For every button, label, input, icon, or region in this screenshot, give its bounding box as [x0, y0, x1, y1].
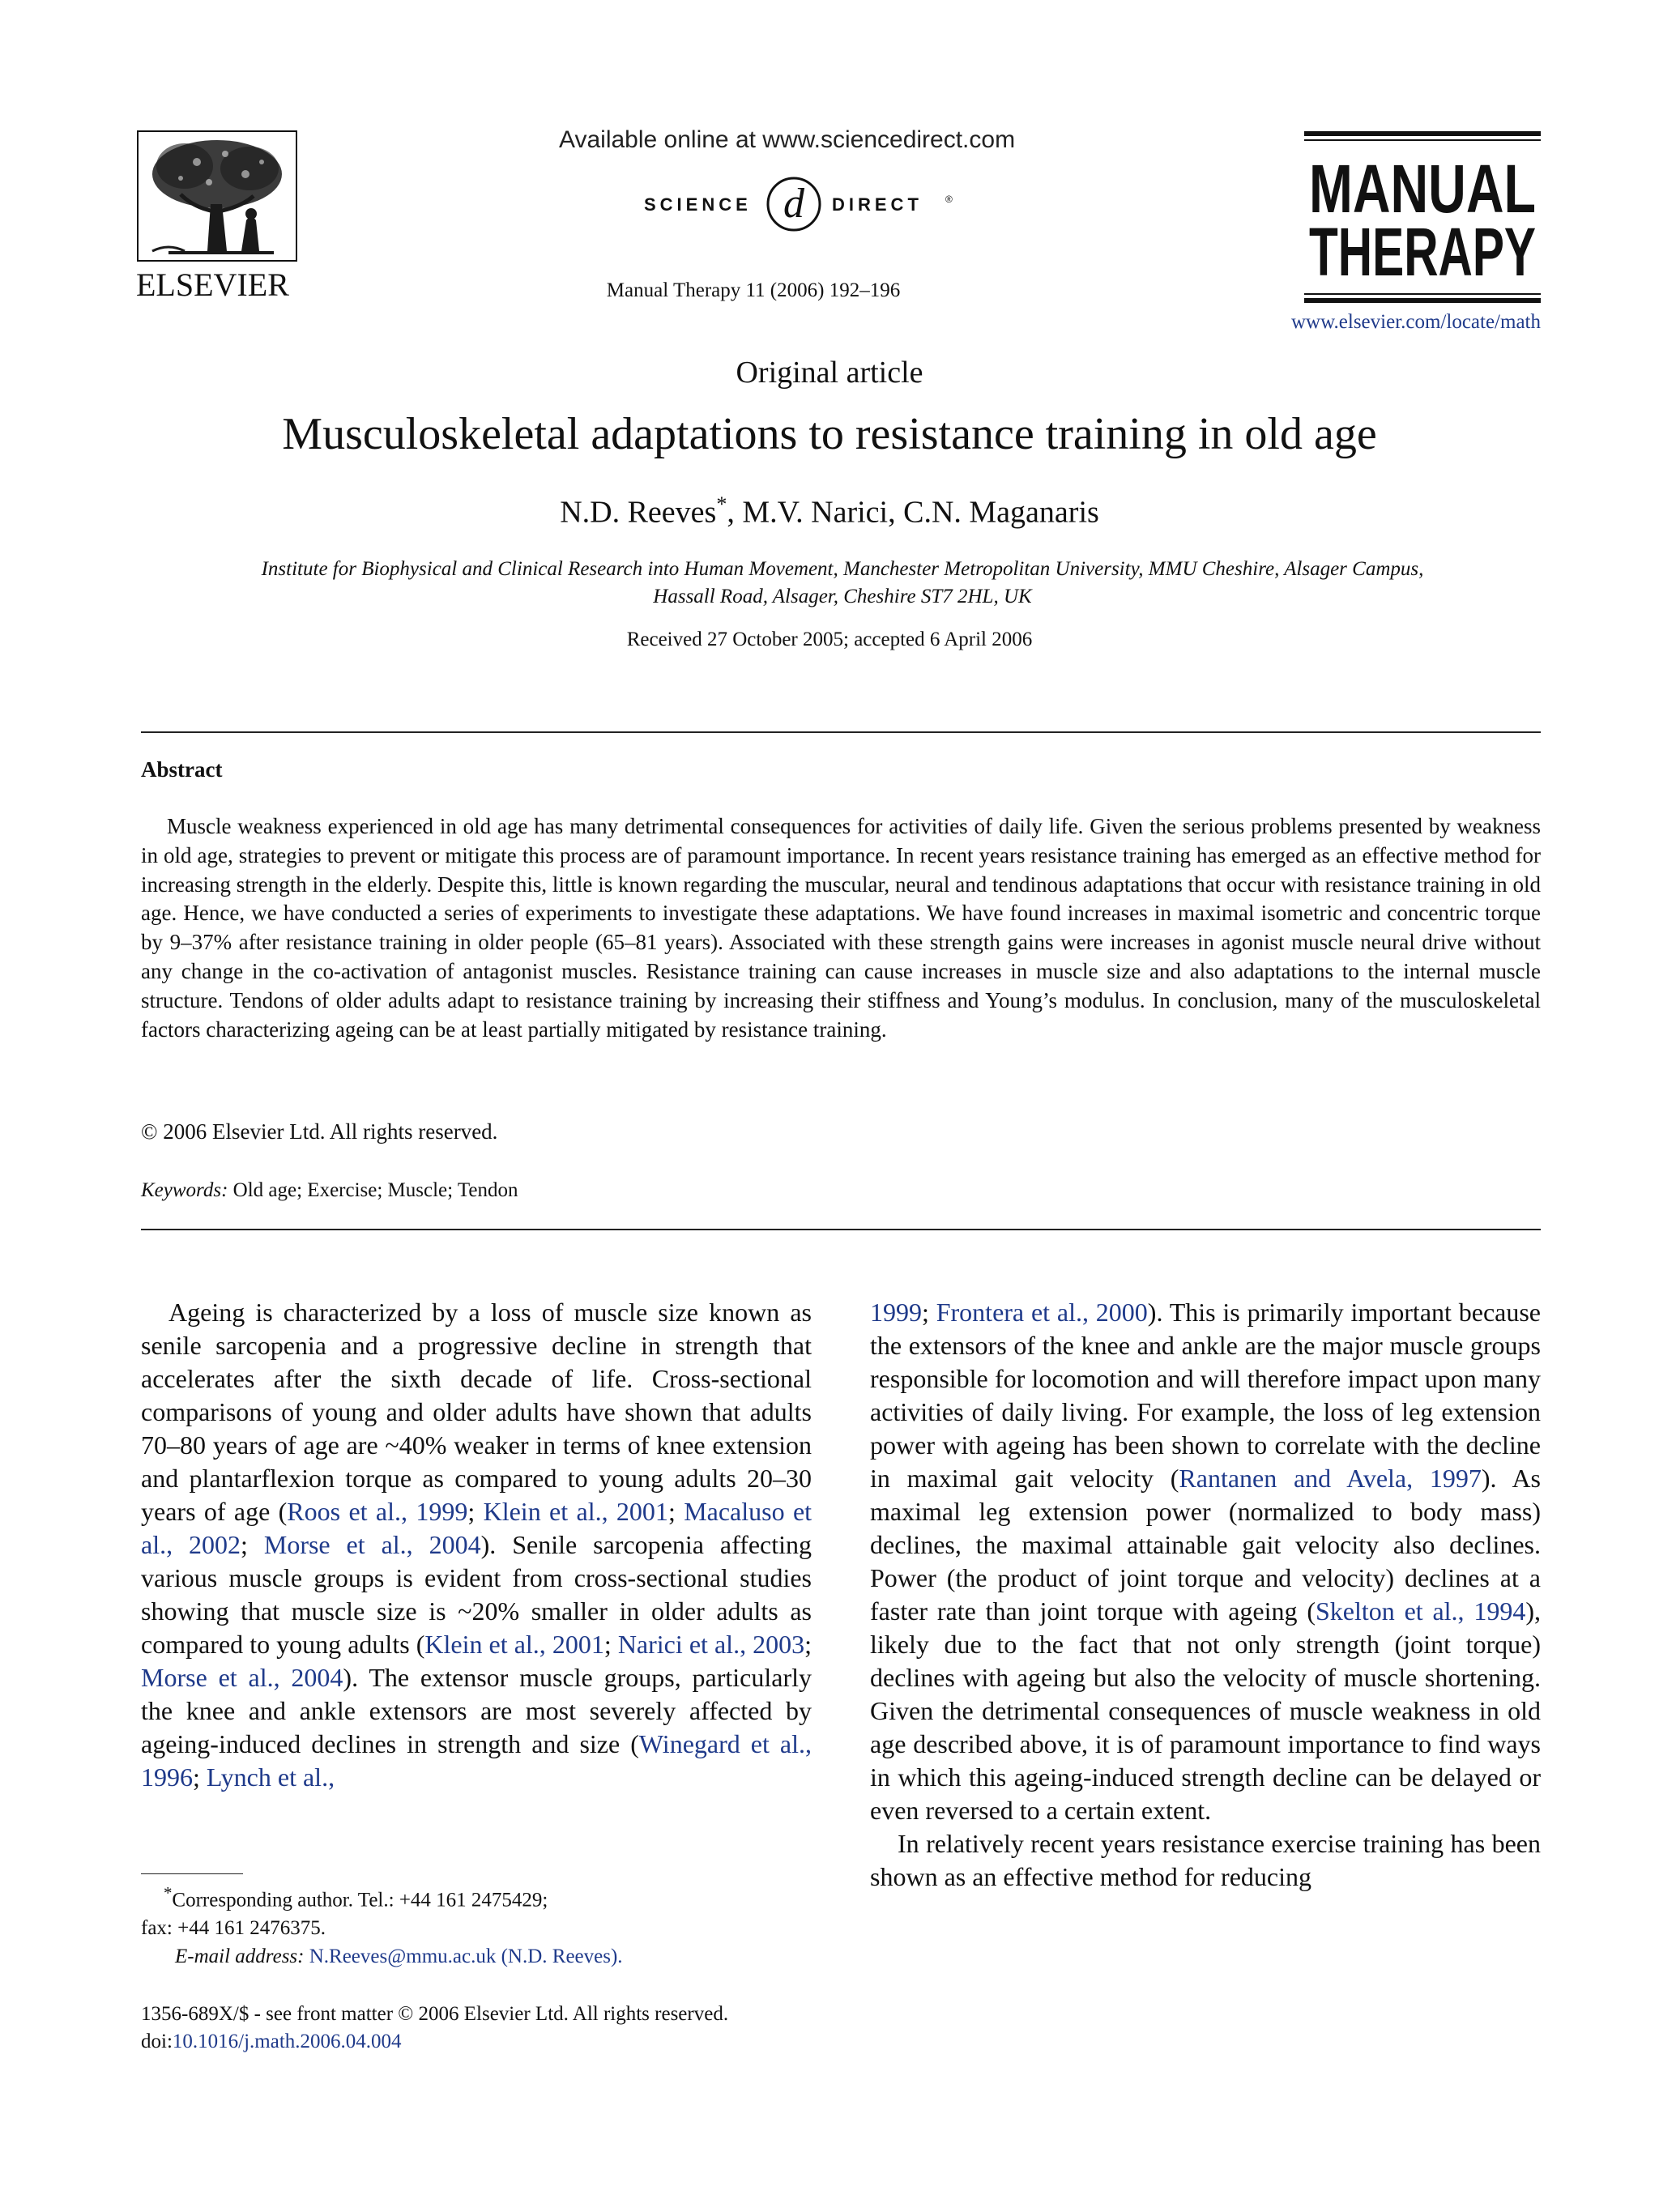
affiliation	[154, 556, 1531, 611]
footnote-mark: *	[164, 1883, 173, 1903]
body-text: ;	[467, 1497, 484, 1526]
body-text: ;	[193, 1762, 207, 1792]
available-online-text[interactable]: Available online at www.sciencedirect.com	[559, 126, 1016, 153]
body-text: ). As maximal leg extension power (normalized to body mass) declines, the maximal attainable gait velocity also declines. Power (the product of joint torque and velocity) declines at a faster rate than joint torque with ageing (	[870, 1464, 1542, 1626]
article-title: Musculoskeletal adaptations to resistance training in old age	[282, 409, 1377, 459]
citation-link[interactable]: Macaluso et al., 2002	[141, 1497, 812, 1559]
publisher-name: ELSEVIER	[136, 266, 289, 303]
keywords	[141, 1179, 518, 1202]
journal-url-link[interactable]: www.elsevier.com/locate/math	[1291, 311, 1541, 333]
author-separator: ,	[888, 495, 904, 530]
body-paragraph	[141, 1296, 812, 1794]
citation-link[interactable]: Roos et al., 1999	[287, 1497, 468, 1526]
citation-link[interactable]: Skelton et al., 1994	[1315, 1596, 1526, 1626]
journal-logo-line1: MANUAL	[1309, 151, 1536, 227]
citation-link[interactable]: Lynch et al.,	[206, 1762, 335, 1792]
received-dates: Received 27 October 2005; accepted 6 April 2006	[626, 629, 1033, 650]
sciencedirect-at: d	[783, 181, 804, 227]
sciencedirect-right: DIRECT	[832, 194, 923, 215]
body-text: ;	[667, 1497, 684, 1526]
citation-link[interactable]: Klein et al., 2001	[483, 1497, 668, 1526]
issn-line: 1356-689X/$ - see front matter © 2006 Elsevier Ltd. All rights reserved.	[141, 2003, 729, 2025]
body-paragraph: In relatively recent years resistance exercise training has been shown as an effective method for reducing	[870, 1829, 1541, 1891]
body-paragraph	[870, 1296, 1541, 1827]
abstract-bottom-rule	[141, 1229, 1541, 1230]
body-text: Ageing is characterized by a loss of muscle size known as senile sarcopenia and a progressive decline in strength that accelerates after the sixth decade of life. Cross-sectional comparisons of young and older adults have shown that adults 70–80 years of age are ~40% weaker in terms of knee extension and plantarflexion torque as compared to young adults 20–30 years of age (	[141, 1298, 812, 1526]
footnote-line: Corresponding author. Tel.: +44 161 2475429;	[172, 1889, 548, 1912]
keywords-label: Keywords:	[141, 1179, 228, 1201]
footnote-line: fax: +44 161 2476375.	[141, 1917, 326, 1940]
doi-link[interactable]: 10.1016/j.math.2006.04.004	[172, 2031, 402, 2052]
keywords-list: Old age; Exercise; Muscle; Tendon	[232, 1179, 518, 1201]
author-name: N.D. Reeves	[560, 495, 717, 530]
citation-link[interactable]: Frontera et al., 2000	[936, 1298, 1148, 1327]
citation-link[interactable]: Rantanen and Avela, 1997	[1179, 1464, 1482, 1493]
citation-link[interactable]: Morse et al., 2004	[263, 1530, 481, 1559]
author-list	[0, 492, 1659, 531]
author-name: M.V. Narici	[742, 495, 889, 530]
footnote	[141, 1879, 812, 1971]
journal-reference: Manual Therapy 11 (2006) 192–196	[606, 279, 901, 301]
email-link[interactable]: N.Reeves@mmu.ac.uk (N.D. Reeves).	[309, 1946, 623, 1968]
body-text: ), likely due to the fact that not only strength (joint torque) declines with ageing but also the velocity of muscle shortening. Given the detrimental consequences of muscle weakness in old age described above, it is of paramount importance to find ways in which this ageing-induced strength decline can be delayed or even reversed to a certain extent.	[870, 1596, 1542, 1825]
manual-therapy-logo	[1304, 131, 1541, 305]
elsevier-tree-icon	[136, 130, 298, 263]
citation-link[interactable]: 1999	[870, 1298, 922, 1327]
body-text: ;	[922, 1298, 936, 1327]
article-type: Original article	[736, 356, 923, 390]
body-text: ). This is primarily important because the extensors of the knee and ankle are the major muscle groups responsible for locomotion and will therefore impact upon many activities of daily living. For example, the loss of leg extension power with ageing has been shown to correlate with the decline in maximal gait velocity (	[870, 1298, 1542, 1493]
affiliation-line: Institute for Biophysical and Clinical Research into Human Movement, Manchester Metropolitan University, MMU Cheshire, Alsager Campus,	[261, 558, 1424, 580]
citation-link[interactable]: Klein et al., 2001	[424, 1630, 604, 1659]
body-column-left	[141, 1296, 812, 1794]
email-label: E-mail address:	[175, 1946, 305, 1968]
journal-logo-line2: THERAPY	[1309, 214, 1536, 290]
sciencedirect-logo	[644, 170, 960, 235]
citation-link[interactable]: Narici et al., 2003	[617, 1630, 805, 1659]
body-text: ). Senile sarcopenia affecting various muscle groups is evident from cross-sectional studies showing that muscle size is ~20% smaller in older adults as compared to young adults (	[141, 1530, 812, 1659]
citation-link[interactable]: Morse et al., 2004	[141, 1663, 343, 1692]
body-text: ). The extensor muscle groups, particularly the knee and ankle extensors are most severely affected by ageing-induced declines in strength and size (	[141, 1663, 812, 1758]
sciencedirect-left: SCIENCE	[644, 194, 752, 215]
doi-label: doi:	[141, 2031, 173, 2052]
body-text: ;	[241, 1530, 264, 1559]
abstract-text: Muscle weakness experienced in old age has many detrimental consequences for activities of daily life. Given the serious problems presented by weakness in old age, strategies to prevent or mitigate this process are of paramount importance. In recent years resistance training has emerged as an effective method for increasing strength in the elderly. Despite this, little is known regarding the muscular, neural and tendinous adaptations that occur with resistance training in old age. Hence, we have conducted a series of experiments to investigate these adaptations. We have found increases in maximal isometric and concentric torque by 9–37% after resistance training in older people (65–81 years). Associated with these strength gains were increases in agonist muscle neural drive without any change in the co-activation of antagonist muscles. Resistance training can cause increases in muscle size and also adaptations to the internal muscle structure. Tendons of older adults adapt to resistance training by increasing their stiffness and Young’s modulus. In conclusion, many of the musculoskeletal factors characterizing ageing can be at least partially mitigated by resistance training.	[141, 814, 1541, 1042]
sciencedirect-reg: ®	[945, 194, 953, 205]
citation-link[interactable]: Winegard et al., 1996	[141, 1729, 812, 1792]
elsevier-logo	[136, 130, 298, 308]
abstract-copyright: © 2006 Elsevier Ltd. All rights reserved.	[141, 1119, 498, 1144]
corresponding-author-mark[interactable]: *	[716, 492, 727, 516]
abstract-heading: Abstract	[141, 757, 223, 782]
abstract-top-rule	[141, 731, 1541, 733]
body-column-right	[870, 1296, 1541, 1894]
footnote-rule	[141, 1873, 243, 1874]
affiliation-line: Hassall Road, Alsager, Cheshire ST7 2HL, UK	[653, 586, 1032, 607]
author-name: C.N. Maganaris	[903, 495, 1099, 530]
body-text: ;	[603, 1630, 618, 1659]
body-text: ;	[804, 1630, 812, 1659]
author-separator: ,	[727, 495, 743, 530]
front-matter	[141, 2001, 870, 2056]
